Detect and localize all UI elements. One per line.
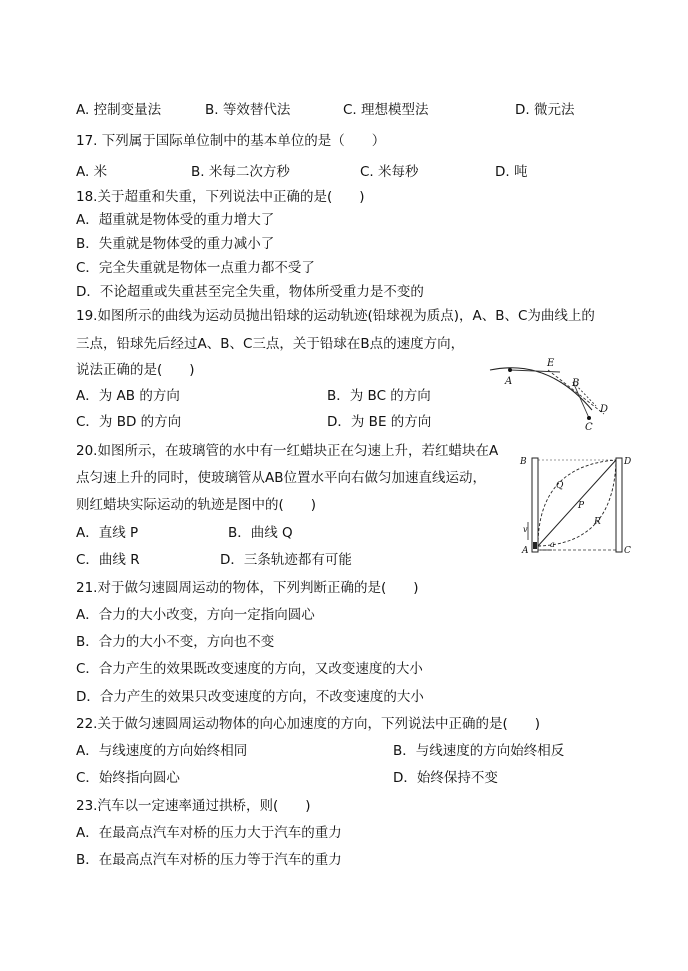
q18-option-a: A．超重就是物体受的重力增大了 [76, 212, 275, 228]
label-c: C [624, 546, 631, 556]
trajectory-figure [488, 352, 618, 432]
q17-stem: 17. 下列属于国际单位制中的基本单位的是（ ） [76, 133, 386, 149]
label-b: B [572, 378, 580, 389]
q20-stem-line-3: 则红蜡块实际运动的轨迹是图中的( ) [76, 497, 317, 513]
q22-option-a: A．与线速度的方向始终相同 [76, 743, 248, 759]
q23-option-a: A．在最高点汽车对桥的压力大于汽车的重力 [76, 825, 342, 841]
q21-option-b: B．合力的大小不变，方向也不变 [76, 634, 275, 650]
point-c [587, 416, 591, 420]
label-v: v [523, 525, 528, 534]
q21-option-a: A．合力的大小改变，方向一定指向圆心 [76, 607, 315, 623]
q22-option-d: D．始终保持不变 [393, 770, 498, 786]
q20-option-a: A．直线 P [76, 525, 139, 541]
q18-option-d: D．不论超重或失重甚至完全失重，物体所受重力是不变的 [76, 284, 424, 300]
q17-option-a: A. 米 [76, 164, 108, 180]
glass-tube-figure [518, 452, 636, 562]
glass-tube-left [532, 458, 538, 552]
q19-option-a: A．为 AB 的方向 [76, 388, 180, 404]
label-q: Q [556, 481, 564, 491]
q23-stem: 23.汽车以一定速率通过拱桥，则( ) [76, 798, 311, 814]
q16-option-b: B. 等效替代法 [205, 102, 291, 118]
point-a [508, 368, 512, 372]
q17-option-d: D. 吨 [495, 164, 528, 180]
label-c: C [585, 422, 593, 432]
q16-option-c: C. 理想模型法 [343, 102, 429, 118]
q19-stem-line-2: 三点，铅球先后经过A、B、C三点，关于铅球在B点的速度方向， [76, 336, 465, 352]
q16-option-d: D. 微元法 [515, 102, 575, 118]
tangent-line-be [548, 370, 604, 414]
q19-option-d: D．为 BE 的方向 [327, 414, 432, 430]
q20-stem-line-2: 点匀速上升的同时，使玻璃管从AB位置水平向右做匀加速直线运动， [76, 470, 486, 486]
q18-stem: 18.关于超重和失重，下列说法中正确的是( ) [76, 189, 365, 205]
q22-option-c: C．始终指向圆心 [76, 770, 180, 786]
q18-option-c: C．完全失重就是物体一点重力都不受了 [76, 260, 315, 276]
label-a-acceleration: a [550, 540, 555, 549]
q20-option-b: B．曲线 Q [228, 525, 293, 541]
q22-stem: 22.关于做匀速圆周运动物体的向心加速度的方向，下列说法中正确的是( ) [76, 716, 541, 732]
red-wax-block [533, 542, 537, 549]
label-p: P [578, 501, 585, 511]
q21-stem: 21.对于做匀速圆周运动的物体，下列判断正确的是( ) [76, 580, 419, 596]
label-a: A [505, 376, 513, 387]
glass-tube-right [616, 458, 622, 552]
q19-stem-line-3: 说法正确的是( ) [76, 362, 195, 378]
q18-option-b: B．失重就是物体受的重力减小了 [76, 236, 275, 252]
q23-option-b: B．在最高点汽车对桥的压力等于汽车的重力 [76, 852, 342, 868]
q20-stem-line-1: 20.如图所示，在玻璃管的水中有一红蜡块正在匀速上升，若红蜡块在A [76, 443, 499, 459]
q17-option-b: B. 米每二次方秒 [191, 164, 290, 180]
q19-stem-line-1: 19.如图所示的曲线为运动员抛出铅球的运动轨迹(铅球视为质点)，A、B、C为曲线上的 [76, 308, 595, 324]
label-d: D [600, 404, 609, 415]
q16-option-a: A. 控制变量法 [76, 102, 162, 118]
q17-option-c: C. 米每秒 [360, 164, 419, 180]
q19-option-c: C．为 BD 的方向 [76, 414, 182, 430]
label-a: A [522, 546, 529, 556]
q20-option-c: C．曲线 R [76, 552, 140, 568]
q21-option-d: D．合力产生的效果只改变速度的方向，不改变速度的大小 [76, 689, 424, 705]
label-e: E [547, 358, 555, 369]
label-b: B [520, 457, 527, 467]
label-d: D [624, 457, 632, 467]
q22-option-b: B．与线速度的方向始终相反 [393, 743, 565, 759]
q19-option-b: B．为 BC 的方向 [327, 388, 431, 404]
line-p [538, 460, 616, 546]
q21-option-c: C．合力产生的效果既改变速度的方向，又改变速度的大小 [76, 661, 423, 677]
label-r: R [594, 517, 601, 527]
q20-option-d: D．三条轨迹都有可能 [220, 552, 352, 568]
